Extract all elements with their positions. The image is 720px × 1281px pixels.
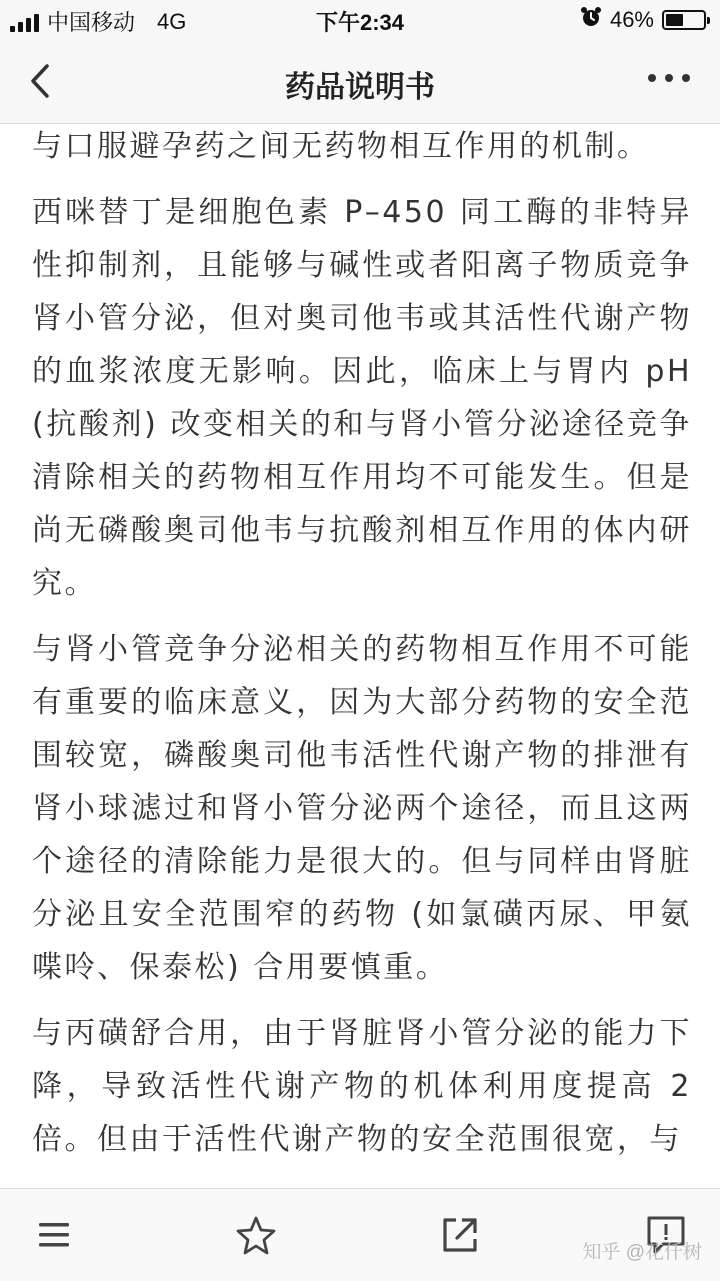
share-button[interactable] — [438, 1213, 482, 1257]
status-right — [580, 6, 706, 34]
clock: 下午2:34 — [315, 10, 405, 35]
battery-percent: 46% — [609, 7, 654, 32]
paragraph: 与肾小管竞争分泌相关的药物相互作用不可能有重要的临床意义，因为大部分药物的安全范围较宽，磷酸奥司他韦活性代谢产物的排泄有肾小球滤过和肾小管分泌两个途径，而且这两个途径的清除能力是很大的。但与同样由肾脏分泌且安全范围窄的药物 (如氯磺丙尿、甲氨喋呤、保泰松) 合用要慎重。 — [32, 632, 692, 985]
battery-icon — [662, 10, 706, 30]
more-dots-icon — [648, 74, 656, 82]
menu-icon — [37, 1221, 71, 1249]
more-button[interactable] — [648, 74, 690, 82]
nav-bar — [0, 40, 720, 124]
star-icon — [235, 1215, 277, 1255]
article-content[interactable] — [0, 124, 720, 1188]
favorite-button[interactable] — [234, 1213, 278, 1257]
paragraph: 西咪替丁是细胞色素 P–450 同工酶的非特异性抑制剂，且能够与碱性或者阳离子物质竞争肾小管分泌，但对奥司他韦或其活性代谢产物的血浆浓度无影响。因此，临床上与胃内 pH (抗酸剂) 改变相关的和与肾小管分泌途径竞争清除相关的药物相互作用均不可能发生。但是尚无磷酸奥司他韦与抗酸剂相互作用的体内研究。 — [32, 195, 692, 601]
carrier-label: 中国移动 — [47, 10, 136, 35]
alarm-icon — [580, 6, 602, 34]
status-bar — [0, 0, 720, 40]
network-label: 4G — [157, 8, 187, 34]
page-title: 药品说明书 — [285, 70, 435, 105]
bottom-toolbar — [0, 1188, 720, 1281]
paragraph: 与口服避孕药之间无药物相互作用的机制。 — [32, 129, 650, 164]
menu-button[interactable] — [32, 1213, 76, 1257]
share-icon — [440, 1215, 480, 1255]
paragraph: 与丙磺舒合用，由于肾脏肾小管分泌的能力下降，导致活性代谢产物的机体利用度提高 2 倍。但由于活性代谢产物的安全范围很宽，与 — [32, 1016, 692, 1157]
watermark: 知乎 @花仟树 — [582, 1242, 702, 1263]
